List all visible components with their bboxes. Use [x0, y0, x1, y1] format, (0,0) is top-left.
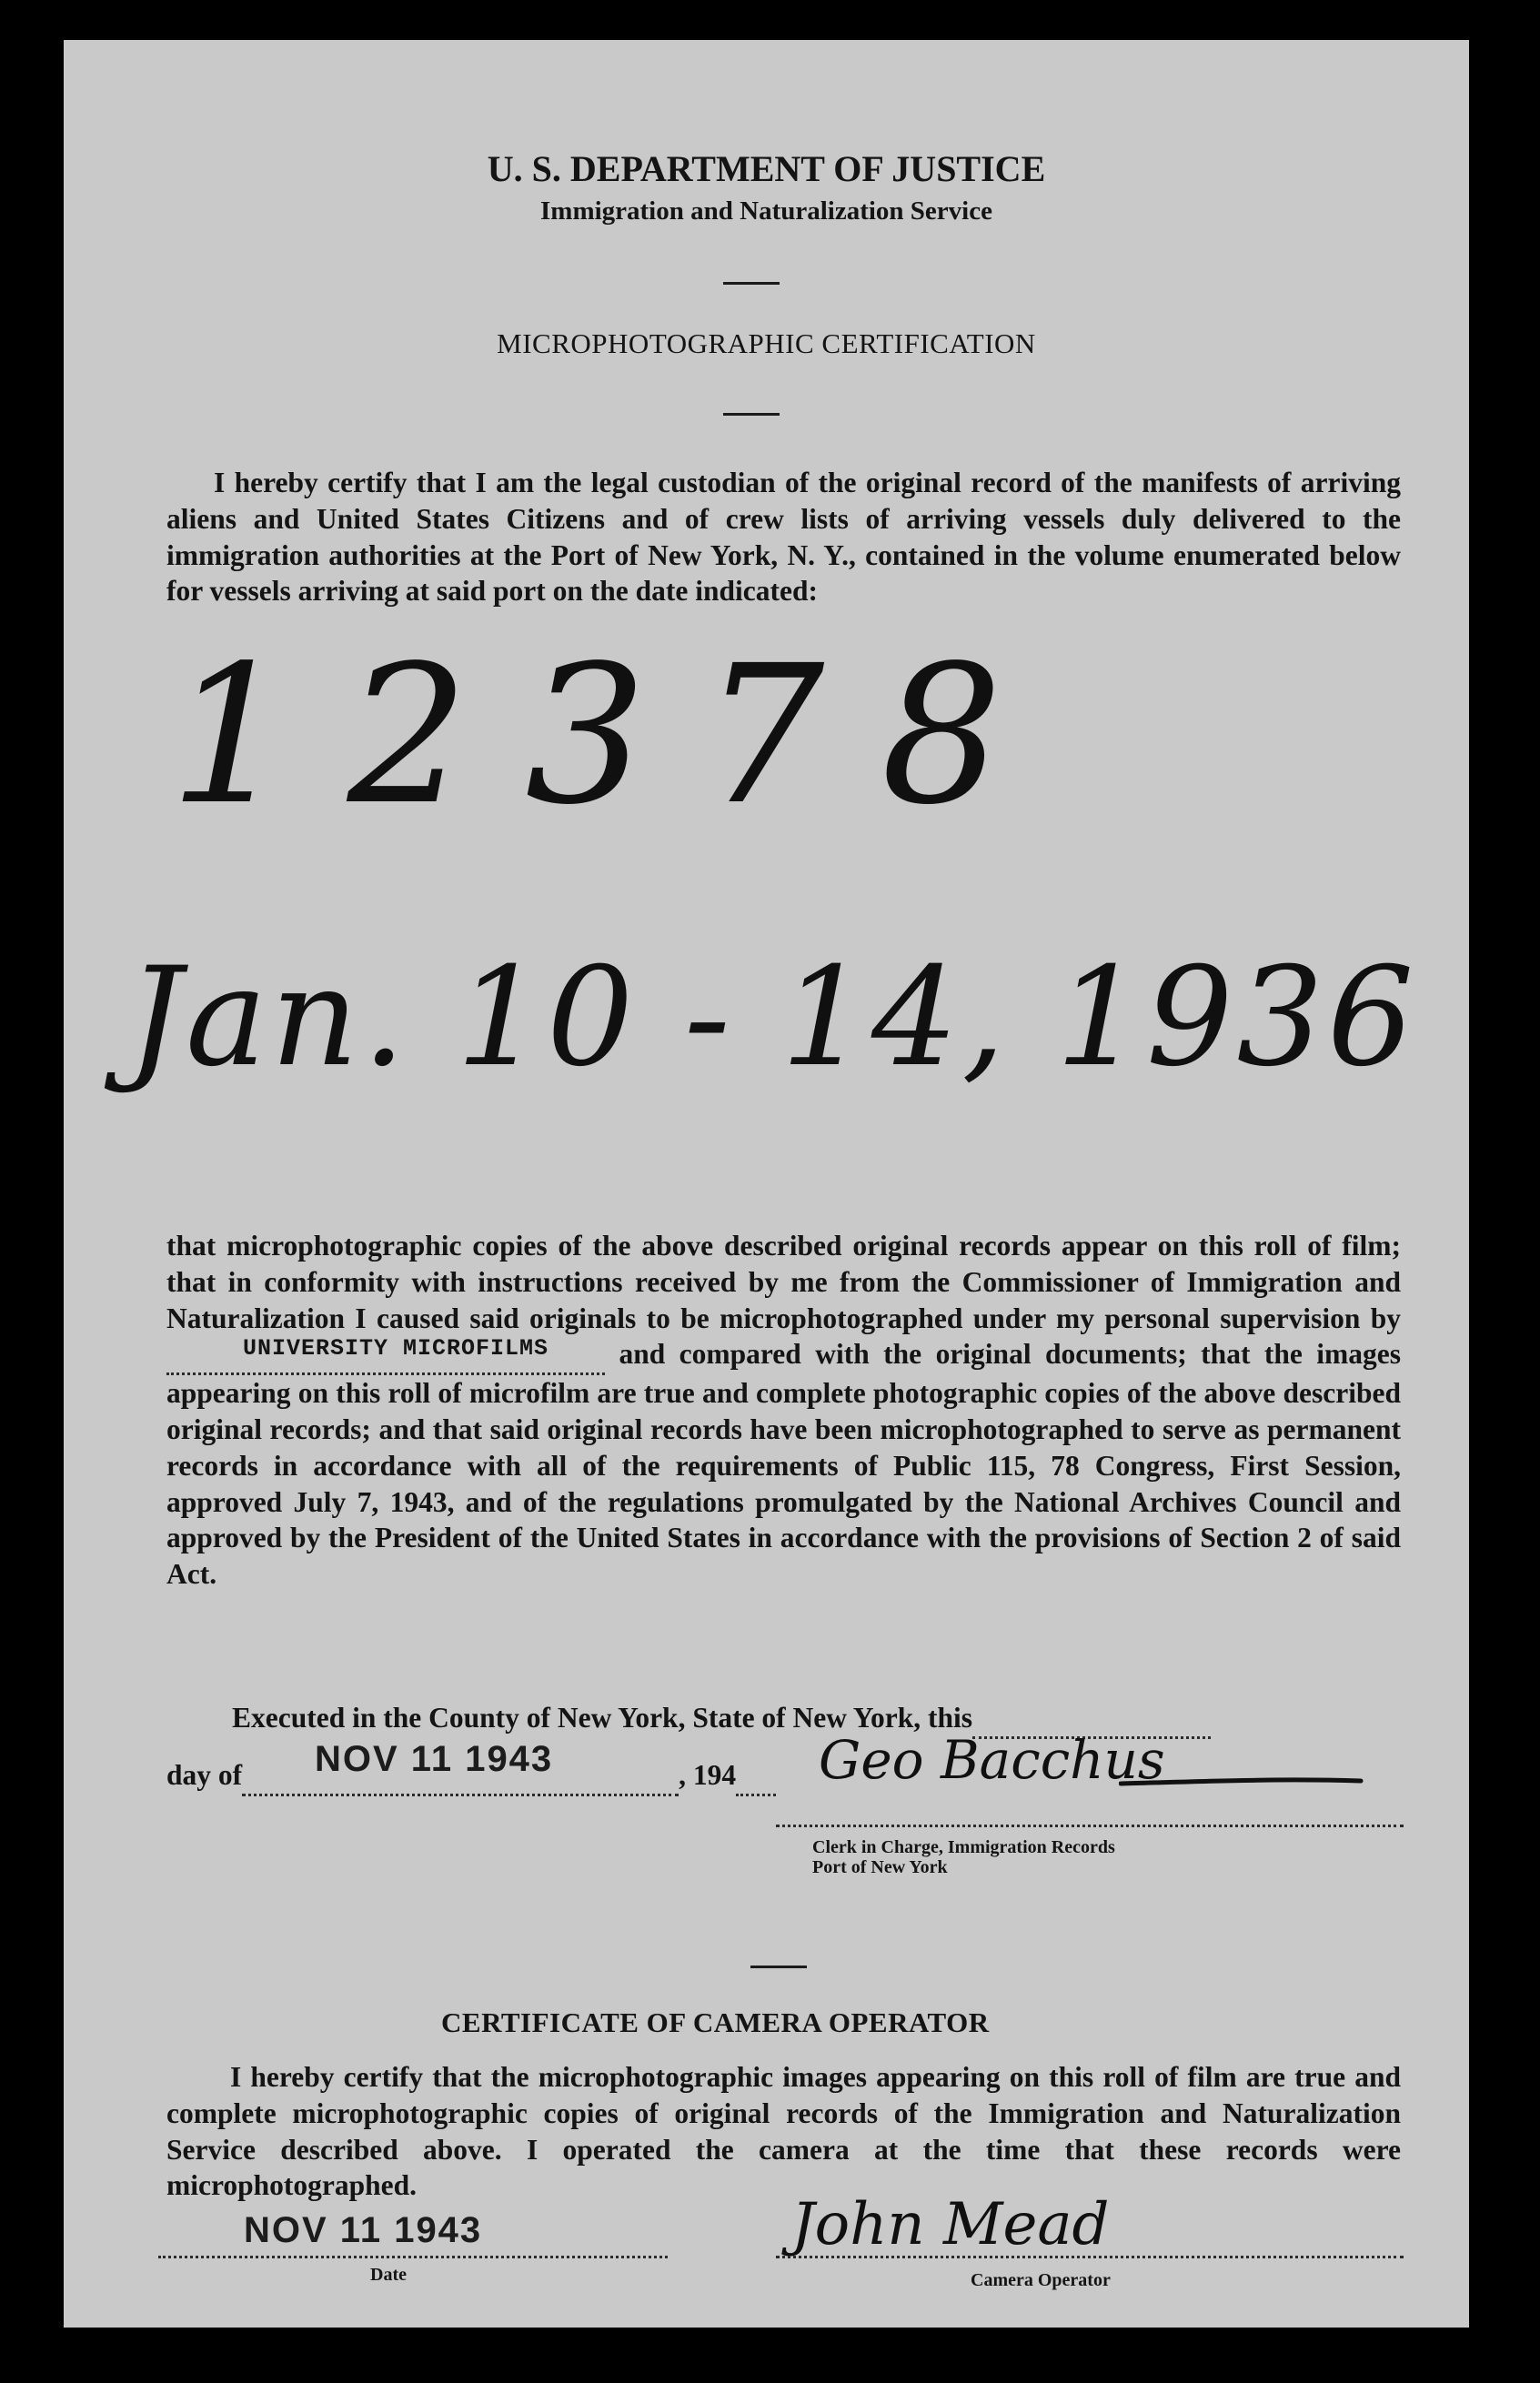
operator-signature: John Mead — [791, 2191, 1110, 2258]
service-subheading: Immigration and Naturalization Service — [540, 196, 992, 226]
clerk-location: Port of New York — [812, 1857, 948, 1877]
document-title: MICROPHOTOGRAPHIC CERTIFICATION — [497, 327, 1036, 359]
divider — [750, 1966, 807, 1968]
volume-dates: Jan. 10 - 14, 1936 — [127, 939, 1418, 1097]
operator-date-stamp: NOV 11 1943 — [244, 2210, 483, 2250]
divider — [723, 282, 780, 285]
clerk-title: Clerk in Charge, Immigration Records — [812, 1837, 1115, 1857]
camera-operator-title: CERTIFICATE OF CAMERA OPERATOR — [441, 2006, 990, 2038]
operator-label: Camera Operator — [971, 2270, 1111, 2290]
signature-flourish — [1119, 1773, 1364, 1791]
year-label: , 194 — [679, 1759, 737, 1791]
date-line — [158, 2256, 668, 2258]
certification-body-1 — [166, 1228, 1401, 1593]
date-label: Date — [370, 2265, 407, 2285]
clerk-signature: Geo Bacchus — [819, 1729, 1165, 1791]
camera-operator-text: I hereby certify that the microphotographic images appearing on this roll of film are true and complete microphotographic copies of original records of the Immigration and Naturalization Service described above. I operated the camera at the time that these records were microphotographed. — [166, 2061, 1401, 2202]
execution-date-stamp: NOV 11 1943 — [315, 1739, 554, 1779]
agency-heading: U. S. DEPARTMENT OF JUSTICE — [487, 148, 1046, 189]
photographer-name: UNIVERSITY MICROFILMS — [243, 1335, 549, 1362]
operator-signature-line — [776, 2256, 1404, 2258]
divider — [723, 413, 780, 416]
certification-body-text: that microphotographic copies of the above described original records appear on this roll of film; that in conformity with instructions received by me from the Commissioner of Immigration and Naturalization I caused said originals to be microphotographed under my personal supervision by — [166, 1230, 1401, 1334]
certificate-sheet — [64, 40, 1469, 2328]
certification-intro: I hereby certify that I am the legal custodian of the original record of the manifests of arriving aliens and United States Citizens and of crew lists of arriving vessels duly delivered to the immigration authorities at the Port of New York, N. Y., contained in the volume enumerated below for vessels arriving at said port on the date indicated: — [166, 467, 1401, 608]
signature-line — [776, 1825, 1404, 1827]
executed-text: Executed in the County of New York, State of New York, this — [232, 1702, 973, 1734]
year-blank — [736, 1757, 776, 1796]
volume-number: 12378 — [169, 624, 1060, 847]
photographer-line — [166, 1336, 605, 1375]
certification-body-text-2: and compared with the original documents; that the images appearing on this roll of microfilm are true and complete photographic copies of the above described original records; and that said original records have been microphotographed to serve as permanent records in accordance with all of the requirements of Public 115, 78 Congress, First Session, approved July 7, 1943, and of the regulations promulgated by the National Archives Council and approved by the President of the United States in accordance with the provisions of Section 2 of said Act. — [166, 1338, 1401, 1591]
day-of-label: day of — [166, 1759, 243, 1791]
